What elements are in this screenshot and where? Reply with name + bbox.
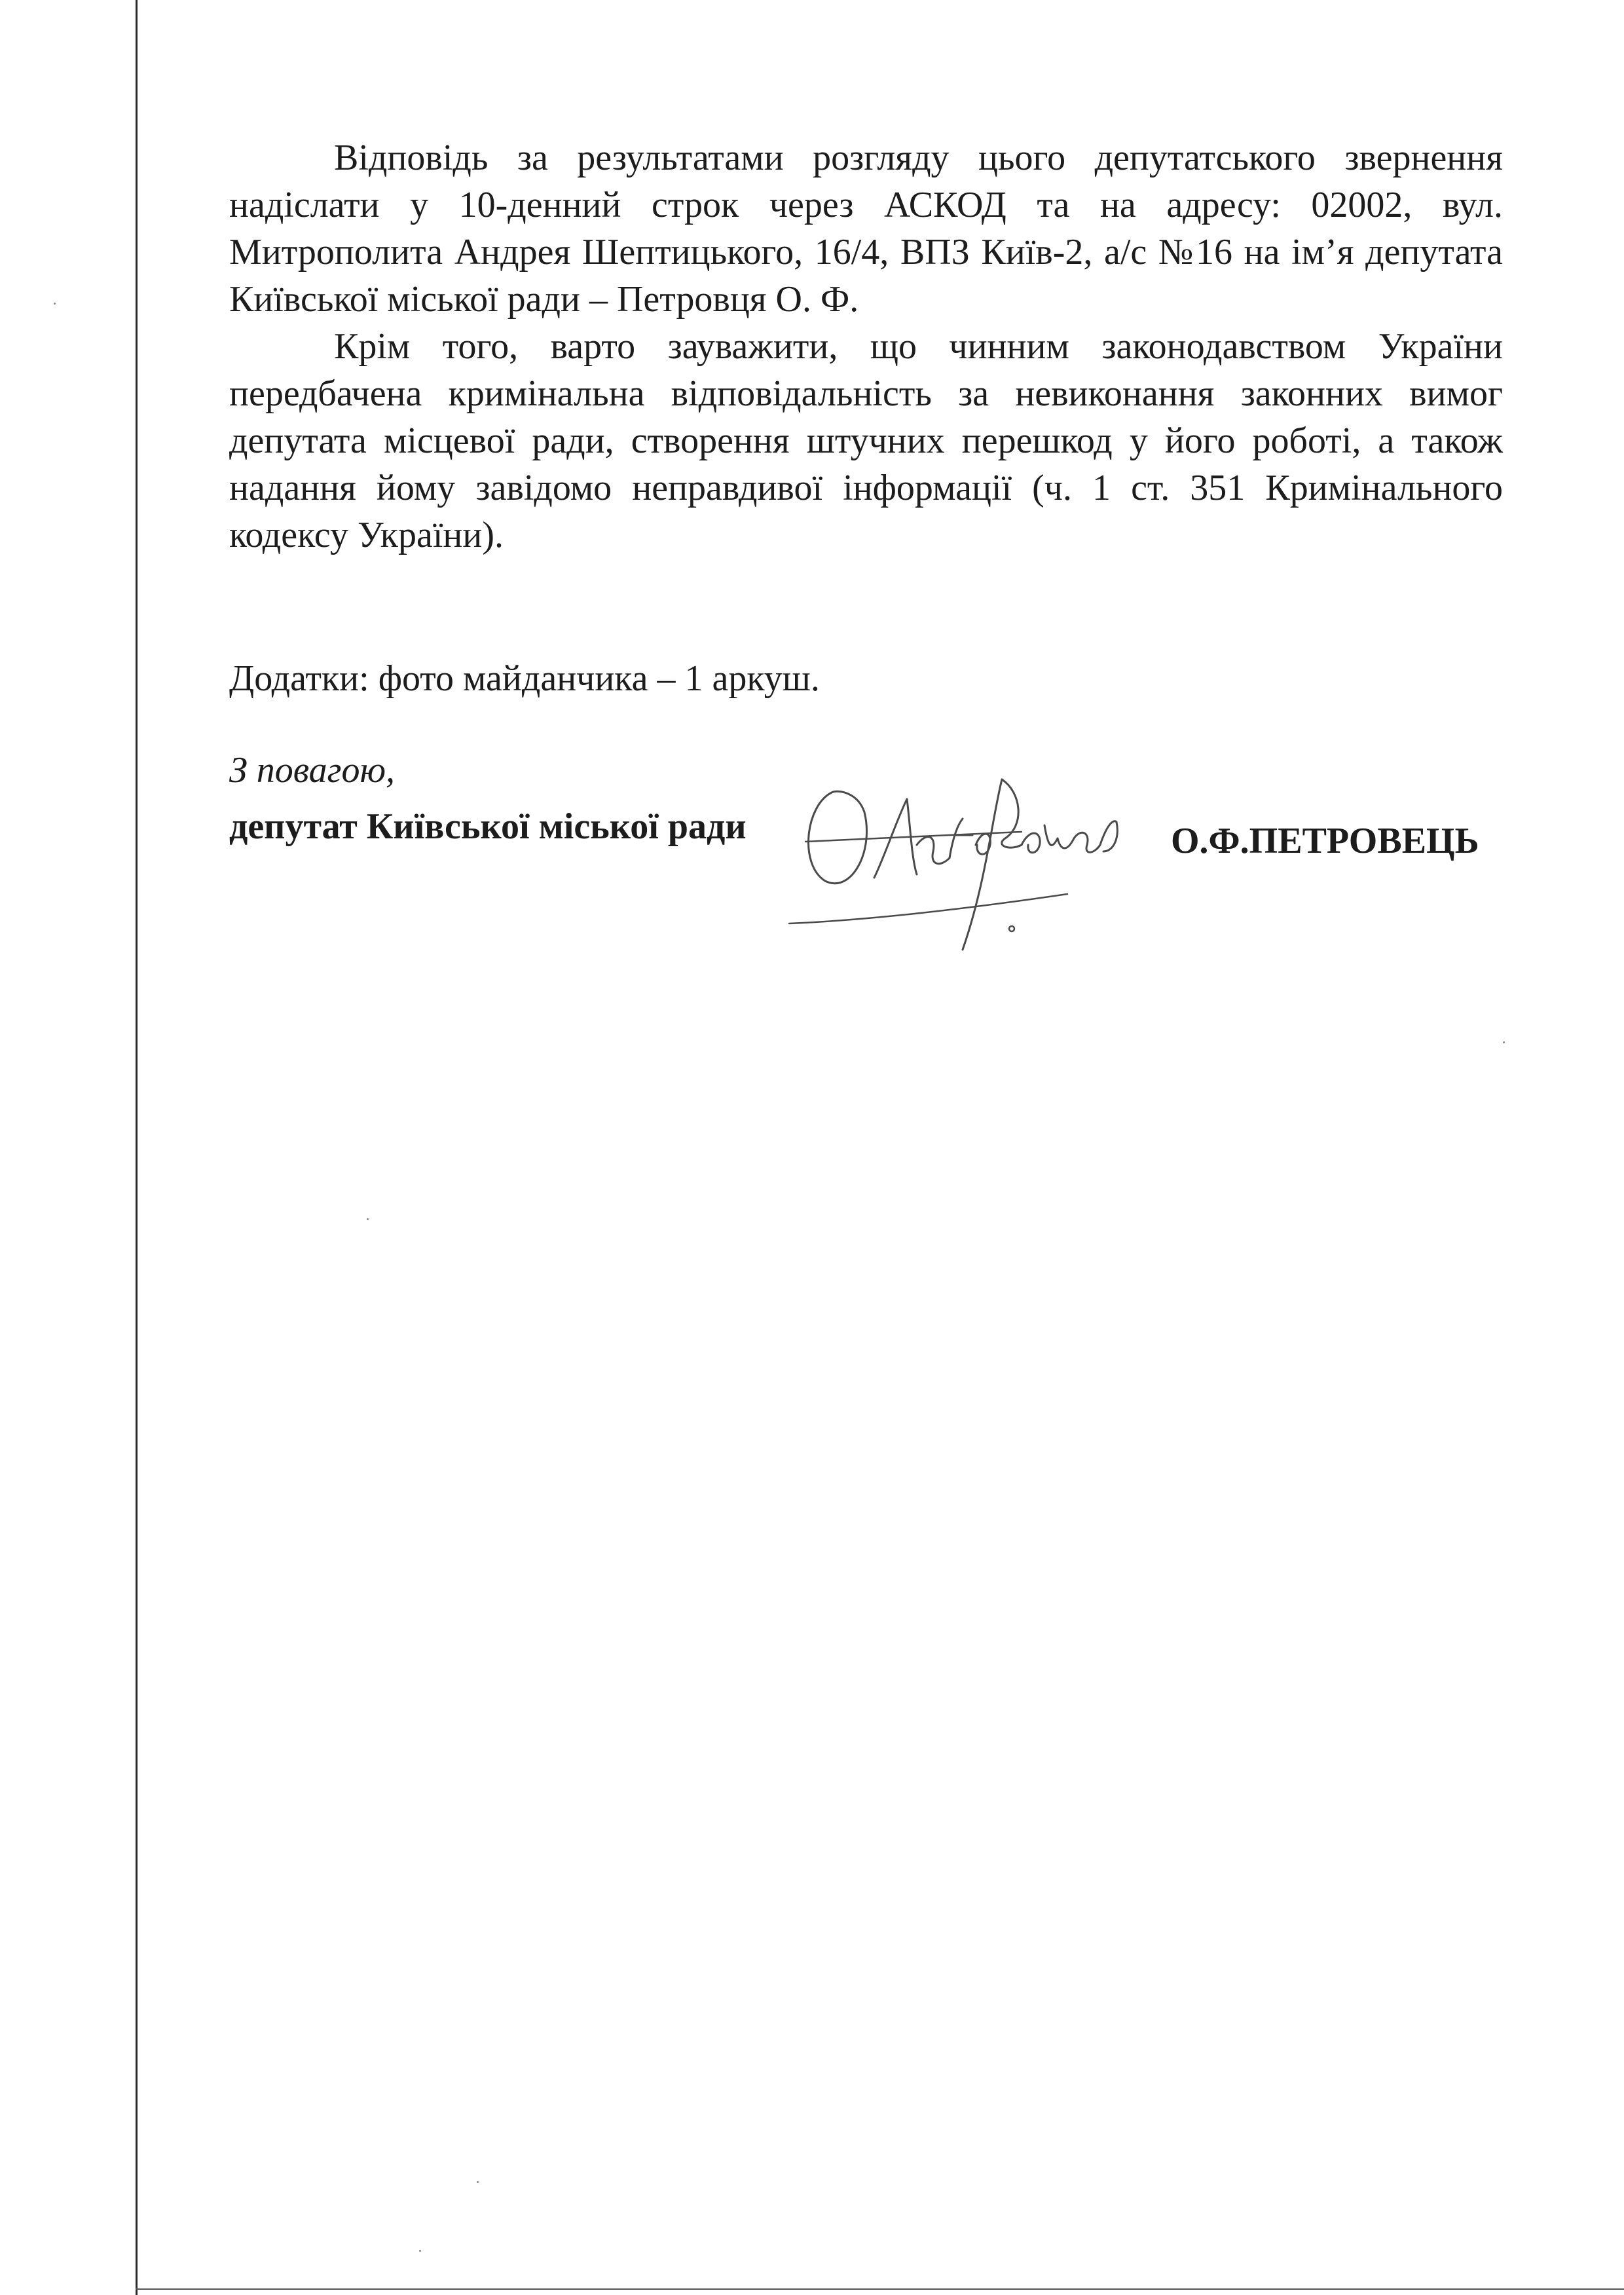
body-text [229,134,1503,559]
handwritten-signature [786,753,1153,989]
scan-speck [419,2250,421,2252]
paragraph-response: Відповідь за результатами розгляду цього депутатського звернення надіслати у 10-денний строк через АСКОД та на адресу: 02002, вул. Митрополита Андрея Шептицького, 16/4, ВПЗ Київ-2, а/с №16 на ім’я депутата Київської міської ради – Петровця О. Ф. [229,138,1503,320]
attachments-line: Додатки: фото майданчика – 1 аркуш. [229,658,820,699]
signer-name: О.Ф.ПЕТРОВЕЦЬ [1171,821,1479,861]
closing-phrase: З повагою, [229,750,395,791]
scan-speck [367,1218,369,1220]
paragraph-liability: Крім того, варто зауважити, що чинним законодавством України передбачена кримінальна відповідальність за невиконання законних вимог депутата місцевої ради, створення штучних перешкод у його роботі, а також надання йому завідомо неправдивої інформації (ч. 1 ст. 351 Кримінального кодексу України). [229,326,1503,555]
scan-speck [54,303,56,305]
signer-title: депутат Київської міської ради [229,806,747,847]
bottom-edge-rule [136,2288,1624,2290]
scan-speck [1503,1041,1505,1043]
left-margin-rule [136,0,138,2295]
scan-speck [477,2181,479,2183]
